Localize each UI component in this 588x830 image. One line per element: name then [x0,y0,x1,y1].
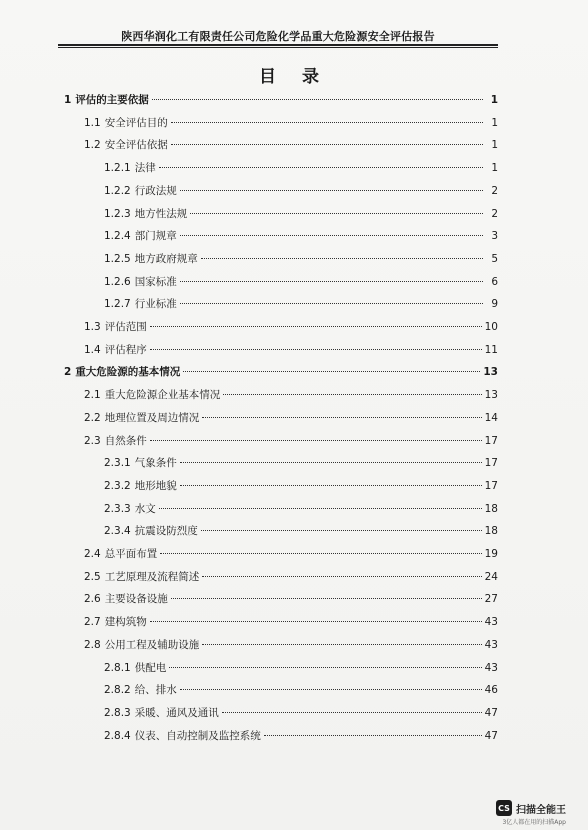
toc-entry[interactable] [104,297,498,311]
toc-entry-number: 1 [64,94,72,106]
toc-entry-page: 5 [491,252,498,265]
toc-leader-dots [202,417,481,418]
toc-entry-page: 13 [483,366,498,379]
toc-entry-number: 1.3 [84,321,101,333]
toc-leader-dots [202,576,481,577]
toc-entry-page: 24 [484,570,498,583]
toc-leader-dots [202,644,481,645]
toc-entry-page: 43 [484,616,498,629]
toc-entry[interactable] [104,729,498,743]
toc-entry-number: 2.8.2 [104,684,131,697]
toc-entry-label: 法律 [134,162,156,175]
toc-entry-label: 安全评估依据 [104,139,168,152]
toc-leader-dots [222,712,482,713]
toc-title: 目 录 [259,67,329,87]
toc-entry[interactable] [104,275,498,289]
toc-entry[interactable] [84,592,498,606]
toc-entry-number: 2.5 [84,570,101,583]
toc-entry-label: 总平面布置 [104,548,158,560]
toc-entry-number: 2.3 [84,434,101,447]
toc-leader-dots [171,598,482,599]
toc-leader-dots [171,122,483,123]
toc-entry[interactable] [84,615,498,629]
toc-entry[interactable] [84,638,498,652]
camscanner-logo-icon: CS [496,800,512,816]
toc-entry[interactable] [104,207,498,221]
toc-entry-label: 重大危险源企业基本情况 [104,389,221,402]
header-rule [58,47,498,48]
toc-entry-label: 评估程序 [104,343,147,356]
toc-leader-dots [159,167,483,168]
toc-entry-page: 1 [490,94,498,106]
toc-leader-dots [264,735,482,736]
toc-leader-dots [150,326,482,327]
toc-entry-number: 2.1 [84,389,101,402]
toc-leader-dots [180,281,483,282]
toc-entry-number: 2.8.4 [104,729,131,742]
toc-leader-dots [160,553,481,554]
toc-entry-number: 1.2 [84,139,101,152]
toc-entry[interactable] [104,229,498,243]
toc-entry-page: 1 [491,139,498,152]
toc-entry-label: 公用工程及辅助设施 [104,638,200,651]
toc-entry-page: 10 [484,321,498,333]
toc-entry-label: 采暖、通风及通讯 [134,706,219,719]
toc-entry-number: 1.2.4 [104,230,131,243]
toc-entry-number: 2.3.3 [104,502,131,515]
toc-entry-label: 工艺原理及流程简述 [104,570,200,583]
toc-entry-label: 建构筑物 [104,616,147,629]
toc-entry-label: 给、排水 [134,684,177,697]
toc-leader-dots [159,508,482,509]
toc-entry[interactable] [84,116,498,130]
page-header: 陕西华润化工有限责任公司危险化学品重大危险源安全评估报告 [121,30,435,43]
toc-entry[interactable] [84,388,498,402]
toc-entry-label: 供配电 [134,661,167,674]
toc-entry-number: 2.8.1 [104,661,131,674]
scanner-watermark [496,800,566,816]
toc-entry-page: 18 [484,525,498,538]
toc-entry[interactable] [104,479,498,493]
toc-entry-label: 仪表、自动控制及监控系统 [134,729,261,742]
toc-entry-label: 行业标准 [134,298,177,311]
toc-entry-page: 1 [491,116,498,129]
toc-entry-page: 1 [491,162,498,175]
toc-leader-dots [171,144,483,145]
toc-entry-number: 1.1 [84,116,101,129]
toc-entry-label: 评估范围 [104,321,147,333]
toc-entry[interactable] [84,138,498,152]
toc-entry-number: 2.2 [84,411,101,424]
toc-leader-dots [180,689,482,690]
toc-entry-label: 地方性法规 [134,207,188,220]
toc-entry-page: 27 [484,593,498,606]
toc-entry-page: 19 [484,548,498,560]
toc-entry[interactable] [104,161,498,175]
toc-entry[interactable] [104,524,498,538]
toc-entry-page: 9 [491,298,498,311]
toc-entry-page: 14 [484,411,498,424]
toc-entry-page: 18 [484,502,498,515]
toc-entry-page: 11 [484,343,498,356]
toc-entry-label: 主要设备设施 [104,593,168,606]
toc-entry-page: 2 [491,207,498,220]
toc-entry-page: 17 [484,457,498,470]
toc-entry-number: 1.2.1 [104,162,131,175]
toc-entry-page: 43 [484,661,498,674]
toc-entry[interactable] [64,93,498,107]
toc-entry-label: 抗震设防烈度 [134,525,198,538]
toc-entry-number: 2.6 [84,593,101,606]
toc-entry-number: 1.2.7 [104,298,131,311]
toc-leader-dots [183,371,480,372]
header-rule [58,44,498,46]
toc-leader-dots [180,462,482,463]
toc-leader-dots [152,99,483,100]
toc-entry[interactable] [104,252,498,266]
toc-leader-dots [150,349,482,350]
toc-entry-label: 地方政府规章 [134,252,198,265]
toc-entry-label: 国家标准 [134,275,177,288]
toc-entry[interactable] [84,547,498,561]
toc-entry[interactable] [104,456,498,470]
toc-entry-number: 2.3.1 [104,457,131,470]
toc-entry-page: 2 [491,184,498,197]
toc-entry[interactable] [104,706,498,720]
toc-entry-page: 3 [491,230,498,243]
toc-entry-label: 地形地貌 [134,479,177,492]
toc-entry-number: 1.4 [84,343,101,356]
toc-entry-label: 安全评估目的 [104,116,168,129]
toc-leader-dots [180,303,483,304]
toc-entry-number: 1.2.2 [104,184,131,197]
toc-entry-number: 2.7 [84,616,101,629]
toc-entry[interactable] [64,365,498,379]
toc-entry-number: 2 [64,366,72,379]
toc-entry-number: 2.8 [84,638,101,651]
watermark-subtitle: 3亿人都在用的扫描App [502,819,566,826]
toc-entry-number: 2.8.3 [104,706,131,719]
toc-entry-page: 17 [484,479,498,492]
toc-entry-page: 6 [491,275,498,288]
toc-entry-label: 水文 [134,502,156,515]
toc-entry-label: 评估的主要依据 [75,94,149,106]
toc-entry-page: 17 [484,434,498,447]
toc-entry-page: 46 [484,684,498,697]
watermark-name: 扫描全能王 [516,804,566,816]
toc-leader-dots [201,258,483,259]
toc-leader-dots [201,530,482,531]
toc-entry-number: 1.2.5 [104,252,131,265]
toc-entry[interactable] [84,320,498,334]
toc-entry[interactable] [104,502,498,516]
toc-leader-dots [150,621,482,622]
toc-entry-label: 重大危险源的基本情况 [75,366,181,379]
toc-entry[interactable] [104,683,498,697]
toc-leader-dots [223,394,481,395]
toc-leader-dots [190,213,483,214]
toc-leader-dots [169,667,481,668]
toc-entry[interactable] [104,661,498,675]
toc-entry-page: 47 [484,729,498,742]
toc-leader-dots [180,235,483,236]
toc-entry-number: 2.3.4 [104,525,131,538]
toc-entry-page: 43 [484,638,498,651]
toc-leader-dots [180,485,482,486]
toc-entry-number: 2.4 [84,548,101,560]
toc-entry-number: 2.3.2 [104,479,131,492]
toc-entry-label: 地理位置及周边情况 [104,411,200,424]
toc-entry-label: 气象条件 [134,457,177,470]
toc-entry[interactable] [84,343,498,357]
toc-entry-number: 1.2.3 [104,207,131,220]
toc-entry[interactable] [84,434,498,448]
toc-entry-label: 自然条件 [104,434,147,447]
toc-entry[interactable] [84,570,498,584]
toc-entry[interactable] [84,411,498,425]
toc-entry[interactable] [104,184,498,198]
toc-entry-page: 13 [484,389,498,402]
toc-leader-dots [180,190,483,191]
toc-entry-number: 1.2.6 [104,275,131,288]
toc-entry-page: 47 [484,706,498,719]
toc-entry-label: 部门规章 [134,230,177,243]
toc-leader-dots [150,440,482,441]
toc-entry-label: 行政法规 [134,184,177,197]
